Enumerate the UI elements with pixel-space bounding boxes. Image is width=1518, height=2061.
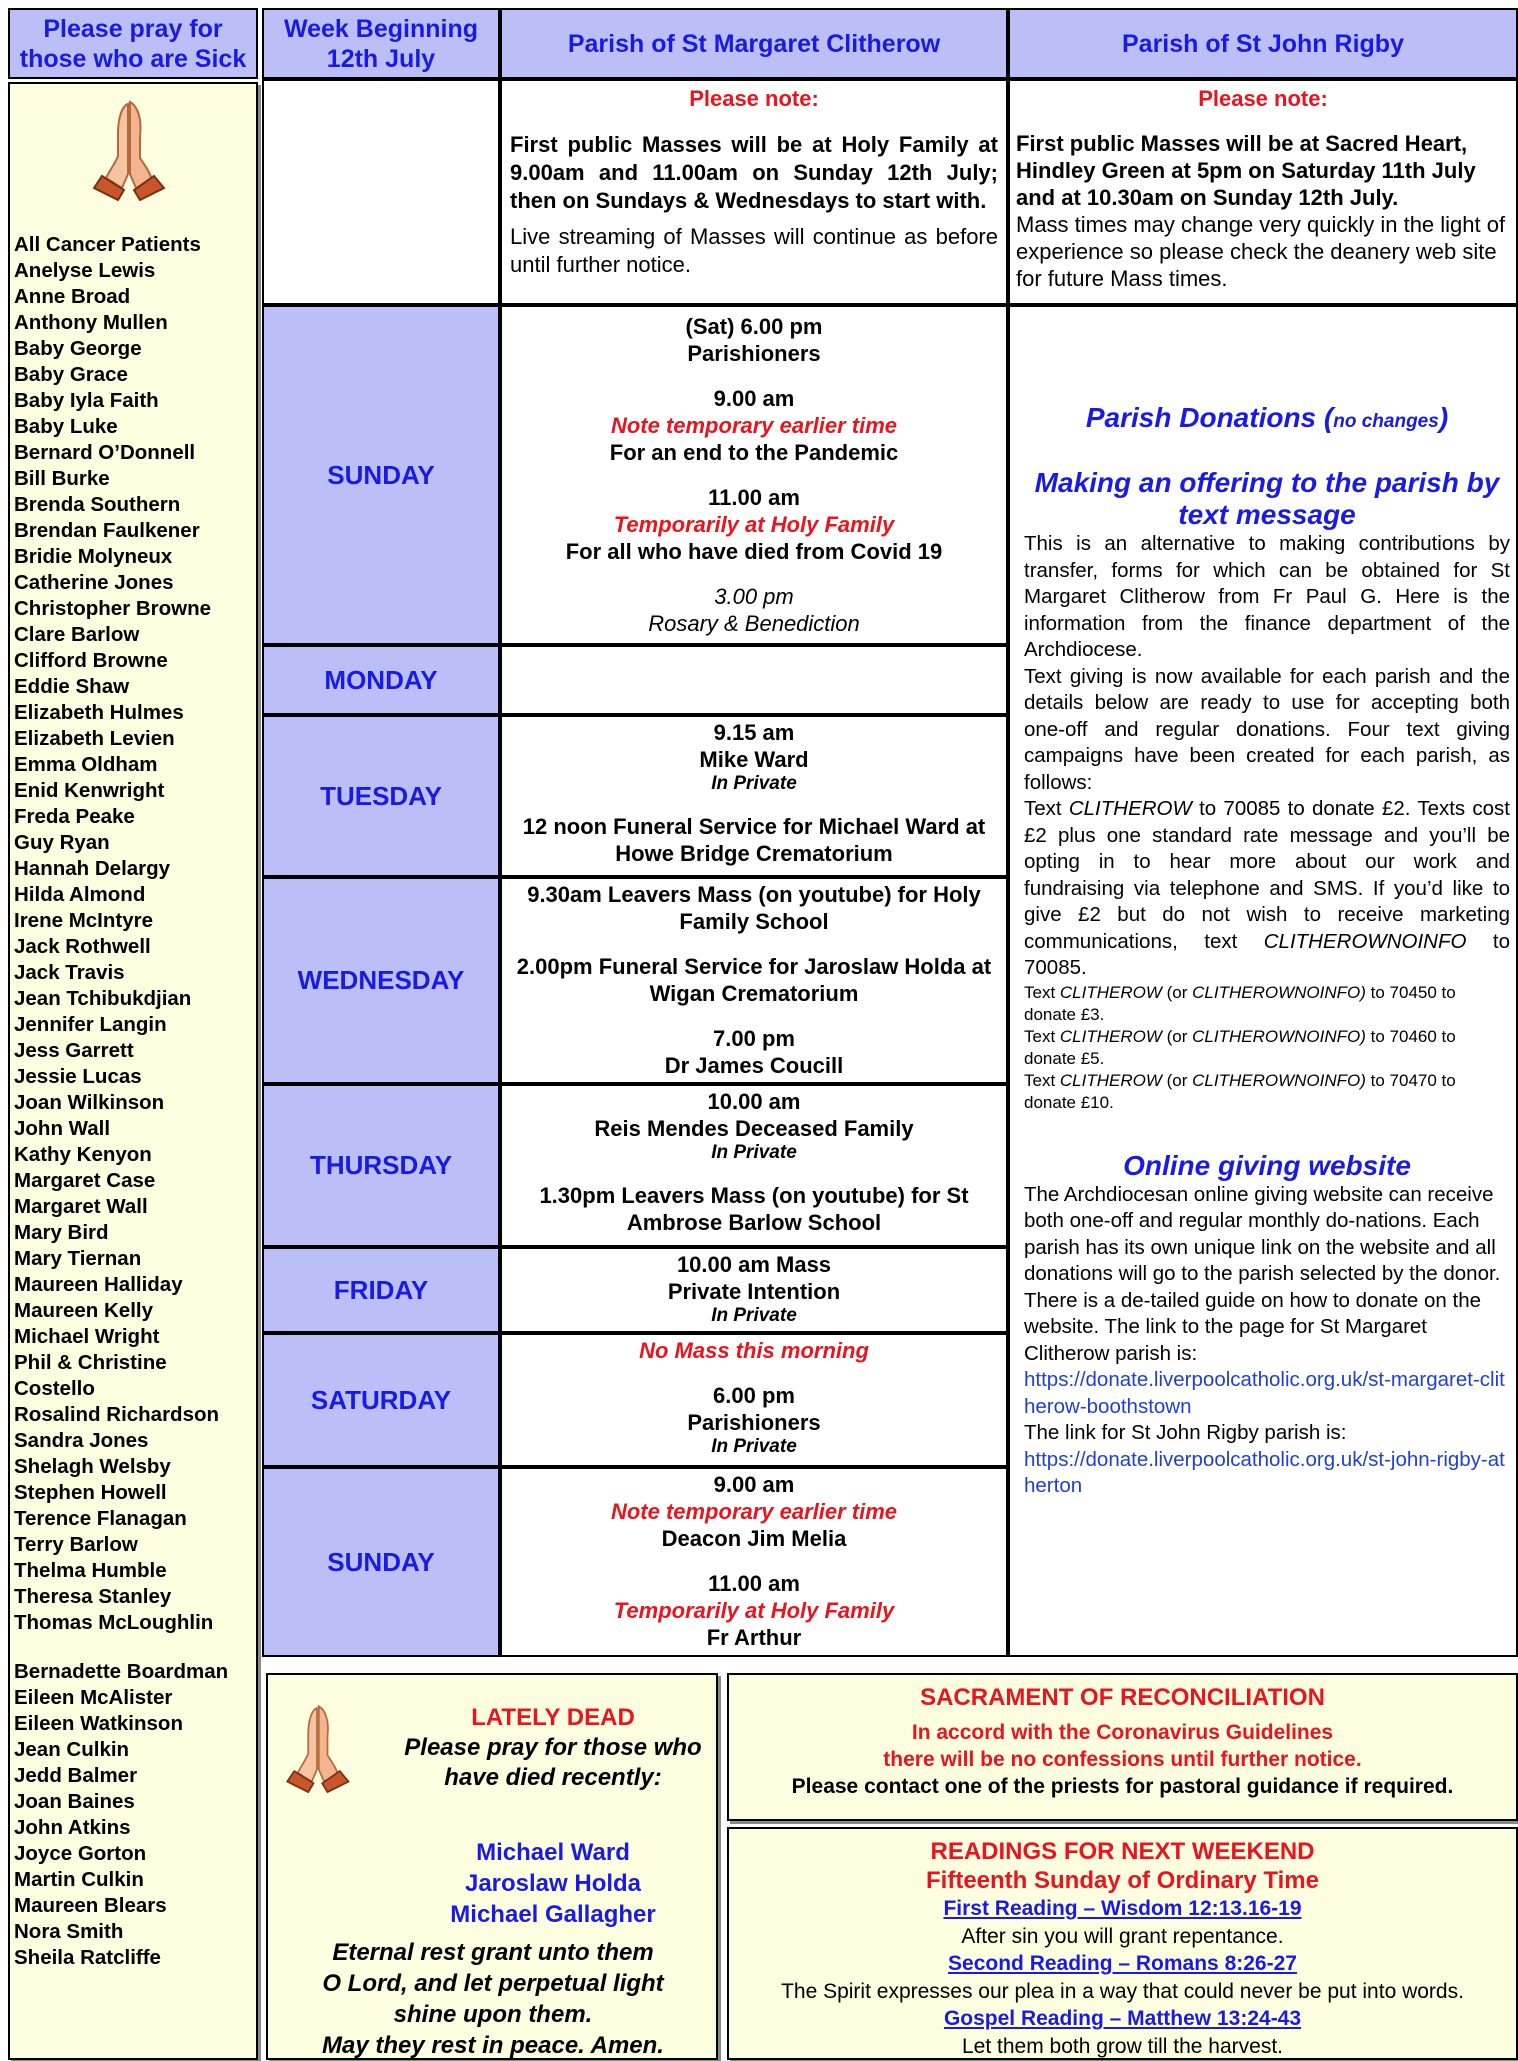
donations-panel bbox=[1008, 305, 1518, 1657]
sick-name: All Cancer Patients bbox=[14, 233, 201, 256]
reconciliation-panel bbox=[727, 1673, 1518, 1821]
mass-text: 6.00 pm bbox=[713, 1383, 795, 1408]
mass-text: 9.00 am bbox=[713, 386, 795, 411]
sick-name: Kathy Kenyon bbox=[14, 1143, 152, 1166]
mass-text: Note temporary earlier time bbox=[610, 1499, 898, 1524]
mass-text: 12 noon Funeral Service for Michael Ward at Howe Bridge Crematorium bbox=[522, 814, 986, 866]
sick-name: Elizabeth Hulmes bbox=[14, 701, 184, 724]
sick-name: Terry Barlow bbox=[14, 1533, 138, 1556]
sick-name: Shelagh Welsby bbox=[14, 1455, 171, 1478]
sick-name: Thomas McLoughlin bbox=[14, 1611, 214, 1634]
sick-name: Enid Kenwright bbox=[14, 779, 165, 802]
donations-title: Parish Donations (no changes) bbox=[1085, 402, 1449, 433]
notes-p1-heading: Please note: bbox=[689, 86, 819, 111]
sick-name: Jess Garrett bbox=[14, 1039, 134, 1062]
sick-name: Guy Ryan bbox=[14, 831, 110, 854]
online-giving-para: The Archdiocesan online giving website can receive both one-off and regular monthly do-nations. Each parish has its own unique link on the website and all donations will go to the parish selected by the donor. There is a de-tailed guide on how to donate on the website. The link to the page for St Margaret Clitherow parish is: bbox=[1024, 1182, 1501, 1365]
donations-title-small: no changes bbox=[1333, 411, 1439, 432]
mass-text: 3.00 pm bbox=[714, 584, 794, 609]
sick-name: Maureen Halliday bbox=[14, 1273, 183, 1296]
sick-name: Clare Barlow bbox=[14, 623, 140, 646]
week-line-1: Week Beginning bbox=[283, 14, 478, 43]
sick-name: Catherine Jones bbox=[14, 571, 174, 594]
week-line-2: 12th July bbox=[326, 44, 436, 73]
sick-name: Theresa Stanley bbox=[14, 1585, 172, 1608]
sick-name: Martin Culkin bbox=[14, 1868, 144, 1891]
sick-name: Maureen Blears bbox=[14, 1894, 167, 1917]
sick-name: Bernadette Boardman bbox=[14, 1660, 229, 1683]
sick-name: Baby Iyla Faith bbox=[14, 389, 159, 412]
sick-name: Brendan Faulkener bbox=[14, 519, 200, 542]
sick-panel bbox=[8, 82, 258, 2060]
mass-text: 9.00 am bbox=[713, 1472, 795, 1497]
week-header bbox=[262, 8, 500, 79]
mass-thursday bbox=[500, 1084, 1008, 1247]
mass-text: 9.30am Leavers Mass (on youtube) for Holy Family School bbox=[527, 882, 981, 934]
donations-para1: This is an alternative to making contributions by transfer, forms for which can be obtained for St Margaret Clitherow from Fr Paul G. Here is the information from the finance department of the Archdiocese. bbox=[1024, 532, 1510, 661]
day-tuesday: TUESDAY bbox=[262, 715, 500, 877]
first-reading-link[interactable]: First Reading – Wisdom 12:13.16-19 bbox=[943, 1897, 1302, 1920]
sick-names-list-2 bbox=[14, 1659, 228, 1971]
sick-name: Bill Burke bbox=[14, 467, 110, 490]
mass-text: No Mass this morning bbox=[639, 1338, 869, 1363]
sick-name: Christopher Browne bbox=[14, 597, 212, 620]
reconciliation-line3: Please contact one of the priests for pastoral guidance if required. bbox=[791, 1775, 1454, 1798]
sick-name: Brenda Southern bbox=[14, 493, 181, 516]
sick-name: Nora Smith bbox=[14, 1920, 124, 1943]
gospel-reading-link[interactable]: Gospel Reading – Matthew 13:24-43 bbox=[943, 2007, 1302, 2030]
text-option-3: Text CLITHEROW (or CLITHEROWNOINFO) to 70460 to donate £5. bbox=[1024, 1026, 1456, 1068]
mass-text: 7.00 pm bbox=[713, 1026, 795, 1051]
lately-dead-title: LATELY DEAD bbox=[471, 1704, 635, 1731]
text-option-2: Text CLITHEROW (or CLITHEROWNOINFO) to 70450 to donate £3. bbox=[1024, 982, 1456, 1024]
sick-name: Eddie Shaw bbox=[14, 675, 130, 698]
day-monday: MONDAY bbox=[262, 645, 500, 715]
notes-parish2 bbox=[1008, 79, 1518, 305]
sick-name: John Wall bbox=[14, 1117, 111, 1140]
day-sunday-2: SUNDAY bbox=[262, 1467, 500, 1657]
deceased-name: Michael Gallagher bbox=[450, 1901, 656, 1928]
sick-name: Jean Tchibukdjian bbox=[14, 987, 192, 1010]
mass-text: Fr Arthur bbox=[706, 1625, 802, 1650]
sick-name: Bernard O’Donnell bbox=[14, 441, 196, 464]
mass-text: (Sat) 6.00 pm bbox=[685, 314, 823, 339]
sick-title-2: those who are Sick bbox=[19, 44, 247, 73]
mass-text: In Private bbox=[711, 1436, 797, 1457]
day-saturday: SATURDAY bbox=[262, 1333, 500, 1467]
reconciliation-line2: there will be no confessions until further notice. bbox=[883, 1748, 1362, 1771]
reconciliation-line1: In accord with the Coronavirus Guidelines bbox=[911, 1721, 1334, 1744]
mass-text: For all who have died from Covid 19 bbox=[565, 539, 943, 564]
prayer-line: shine upon them. bbox=[393, 2001, 593, 2028]
reconciliation-title: SACRAMENT OF RECONCILIATION bbox=[920, 1684, 1325, 1711]
praying-hands-icon bbox=[282, 1697, 352, 1797]
mass-text: For an end to the Pandemic bbox=[609, 440, 899, 465]
sick-name: Anne Broad bbox=[14, 285, 131, 308]
sick-name: Michael Wright bbox=[14, 1325, 160, 1348]
mass-text: Dr James Coucill bbox=[664, 1053, 844, 1078]
text-option-1: Text CLITHEROW to 70085 to donate £2. Texts cost £2 plus one standard rate message and you’ll be opting in to hear more about our work and fundraising via telephone and SMS. If you’d like to give £2 but do not wish to receive marketing communications, text CLITHEROWNOINFO to 70085. bbox=[1024, 797, 1510, 979]
sick-name: Eileen Watkinson bbox=[14, 1712, 183, 1735]
notes-p1-text: Live streaming of Masses will continue as before until further notice. bbox=[510, 224, 998, 277]
sick-name: Joyce Gorton bbox=[14, 1842, 147, 1865]
mass-text: 10.00 am Mass bbox=[676, 1252, 832, 1277]
sick-name: Rosalind Richardson bbox=[14, 1403, 220, 1426]
mass-monday bbox=[500, 645, 1008, 715]
notes-blank-cell bbox=[262, 79, 500, 305]
sick-name: Irene McIntyre bbox=[14, 909, 153, 932]
parish1-header bbox=[500, 8, 1008, 79]
online-giving-heading: Online giving website bbox=[1123, 1149, 1411, 1181]
prayer-line: Eternal rest grant unto them bbox=[332, 1939, 654, 1966]
mass-text: 9.15 am bbox=[713, 720, 795, 745]
sick-name: Phil & Christine bbox=[14, 1351, 167, 1374]
donation-link-st-john[interactable]: https://donate.liverpoolcatholic.org.uk/st-john-rigby-atherton bbox=[1024, 1447, 1505, 1497]
sick-name: Sheila Ratcliffe bbox=[14, 1946, 161, 1969]
prayer-line: May they rest in peace. Amen. bbox=[322, 2032, 664, 2059]
sick-name: Jessie Lucas bbox=[14, 1065, 142, 1088]
sick-name: Anelyse Lewis bbox=[14, 259, 156, 282]
sick-name: Costello bbox=[14, 1377, 95, 1400]
mass-text: Temporarily at Holy Family bbox=[613, 1598, 895, 1623]
deceased-name: Michael Ward bbox=[476, 1839, 630, 1866]
sick-name: Baby Luke bbox=[14, 415, 118, 438]
mass-text: Temporarily at Holy Family bbox=[613, 512, 895, 537]
mass-text: In Private bbox=[711, 773, 797, 794]
parish1-title: Parish of St Margaret Clitherow bbox=[567, 29, 941, 58]
mass-friday bbox=[500, 1247, 1008, 1333]
sick-name: Terence Flanagan bbox=[14, 1507, 187, 1530]
readings-panel bbox=[727, 1827, 1518, 2060]
mass-wednesday bbox=[500, 877, 1008, 1084]
gospel-reading-text: Let them both grow till the harvest. bbox=[962, 2034, 1283, 2058]
lately-dead-names bbox=[388, 1837, 718, 1930]
readings-title: READINGS FOR NEXT WEEKEND bbox=[930, 1838, 1315, 1865]
sick-name: Anthony Mullen bbox=[14, 311, 168, 334]
lately-dead-subtitle: Please pray for those who have died recently: bbox=[404, 1734, 702, 1791]
donations-para2: Text giving is now available for each parish and the details below are ready to use for accepting both one-off and regular donations. Four text giving campaigns have been created for each parish, as follows: bbox=[1024, 664, 1510, 794]
sick-name: Clifford Browne bbox=[14, 649, 168, 672]
day-sunday-1: SUNDAY bbox=[262, 305, 500, 645]
day-friday: FRIDAY bbox=[262, 1247, 500, 1333]
text-option-4: Text CLITHEROW (or CLITHEROWNOINFO) to 70470 to donate £10. bbox=[1024, 1070, 1456, 1112]
sick-name: John Atkins bbox=[14, 1816, 131, 1839]
sick-name: Sandra Jones bbox=[14, 1429, 149, 1452]
text-message-heading: Making an offering to the parish by text message bbox=[1034, 467, 1500, 530]
notes-p1-bold: First public Masses will be at Holy Family at 9.00am and 11.00am on Sunday 12th July; then on Sundays & Wednesdays to start with. bbox=[510, 132, 998, 213]
sick-name: Hilda Almond bbox=[14, 883, 146, 906]
donation-link-st-margaret[interactable]: https://donate.liverpoolcatholic.org.uk/st-margaret-clitherow-boothstown bbox=[1024, 1368, 1505, 1418]
sick-name: Stephen Howell bbox=[14, 1481, 167, 1504]
notes-p2-heading: Please note: bbox=[1198, 86, 1328, 111]
sick-name: Jack Rothwell bbox=[14, 935, 151, 958]
mass-saturday bbox=[500, 1333, 1008, 1467]
sick-name: Thelma Humble bbox=[14, 1559, 167, 1582]
sick-name: Margaret Wall bbox=[14, 1195, 148, 1218]
notes-parish1 bbox=[500, 79, 1008, 305]
mass-text: Private Intention bbox=[667, 1279, 841, 1304]
mass-text: Mike Ward bbox=[699, 747, 809, 772]
sick-name: Margaret Case bbox=[14, 1169, 156, 1192]
sick-name: Mary Tiernan bbox=[14, 1247, 142, 1270]
sick-name: Emma Oldham bbox=[14, 753, 158, 776]
mass-text: Parishioners bbox=[687, 341, 821, 366]
mass-text: Rosary & Benediction bbox=[648, 611, 860, 636]
sick-name: Freda Peake bbox=[14, 805, 135, 828]
sick-name: Jack Travis bbox=[14, 961, 125, 984]
mass-text: In Private bbox=[711, 1305, 797, 1326]
day-wednesday: WEDNESDAY bbox=[262, 877, 500, 1084]
sick-name: Eileen McAlister bbox=[14, 1686, 173, 1709]
rest-prayer bbox=[268, 1937, 718, 2061]
sick-header bbox=[8, 8, 258, 79]
parish2-title: Parish of St John Rigby bbox=[1122, 29, 1404, 58]
sick-name: Bridie Molyneux bbox=[14, 545, 173, 568]
day-thursday: THURSDAY bbox=[262, 1084, 500, 1247]
sick-name: Elizabeth Levien bbox=[14, 727, 175, 750]
mass-tuesday bbox=[500, 715, 1008, 877]
mass-text: Deacon Jim Melia bbox=[661, 1526, 847, 1551]
sick-name: Maureen Kelly bbox=[14, 1299, 153, 1322]
sick-name: Baby George bbox=[14, 337, 142, 360]
mass-text: 11.00 am bbox=[708, 485, 800, 510]
mass-text: 10.00 am bbox=[707, 1089, 801, 1114]
mass-sunday-1 bbox=[500, 305, 1008, 645]
mass-text: Parishioners bbox=[687, 1410, 821, 1435]
second-reading-link[interactable]: Second Reading – Romans 8:26-27 bbox=[948, 1952, 1297, 1975]
sick-names-list bbox=[14, 232, 219, 1636]
sick-name: Jedd Balmer bbox=[14, 1764, 138, 1787]
mass-text: 2.00pm Funeral Service for Jaroslaw Holda at Wigan Crematorium bbox=[516, 954, 992, 1006]
sick-name: Jennifer Langin bbox=[14, 1013, 167, 1036]
mass-text: Reis Mendes Deceased Family bbox=[594, 1116, 914, 1141]
sick-name: Hannah Delargy bbox=[14, 857, 171, 880]
sick-name: Mary Bird bbox=[14, 1221, 109, 1244]
second-reading-text: The Spirit expresses our plea in a way that could never be put into words. bbox=[781, 1979, 1464, 2003]
link2-intro: The link for St John Rigby parish is: bbox=[1024, 1421, 1347, 1444]
notes-p2-bold: First public Masses will be at Sacred Heart, Hindley Green at 5pm on Saturday 11th July and at 10.30am on Sunday 12th July. bbox=[1016, 131, 1476, 210]
sick-name: Baby Grace bbox=[14, 363, 128, 386]
notes-p2-text: Mass times may change very quickly in the light of experience so please check the deanery web site for future Mass times. bbox=[1016, 212, 1506, 291]
mass-sunday-2 bbox=[500, 1467, 1008, 1657]
deceased-name: Jaroslaw Holda bbox=[464, 1870, 642, 1897]
prayer-line: O Lord, and let perpetual light bbox=[322, 1970, 664, 1997]
lately-dead-panel bbox=[266, 1673, 718, 2060]
sick-title-1: Please pray for bbox=[43, 14, 223, 43]
sick-name: Joan Wilkinson bbox=[14, 1091, 165, 1114]
praying-hands-icon bbox=[88, 96, 168, 201]
first-reading-text: After sin you will grant repentance. bbox=[961, 1924, 1284, 1948]
sick-name: Joan Baines bbox=[14, 1790, 135, 1813]
mass-text: Note temporary earlier time bbox=[610, 413, 898, 438]
mass-text: In Private bbox=[711, 1142, 797, 1163]
readings-subtitle: Fifteenth Sunday of Ordinary Time bbox=[926, 1867, 1319, 1894]
parish2-header bbox=[1008, 8, 1518, 79]
mass-text: 1.30pm Leavers Mass (on youtube) for St Ambrose Barlow School bbox=[539, 1183, 969, 1235]
mass-text: 11.00 am bbox=[708, 1571, 800, 1596]
sick-name: Jean Culkin bbox=[14, 1738, 130, 1761]
